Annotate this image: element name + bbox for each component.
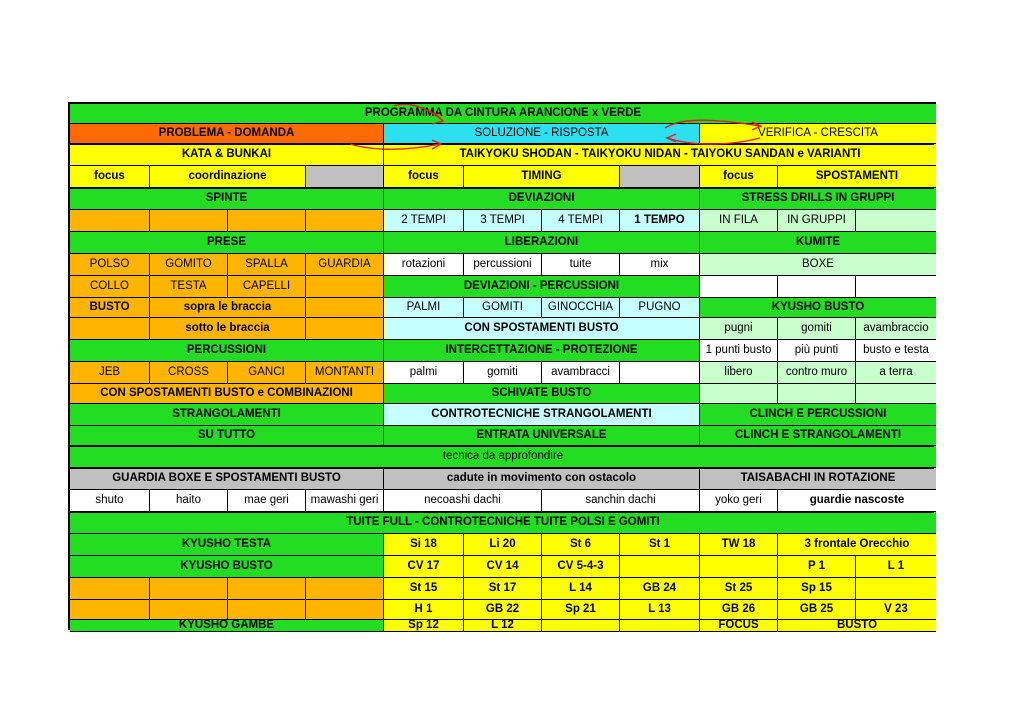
cell-empty <box>70 600 150 620</box>
cell-sanchin-dachi: sanchin dachi <box>542 490 700 512</box>
cell-avambracci: avambracci <box>542 362 620 384</box>
cell-empty <box>306 276 384 298</box>
cell-empty <box>856 210 936 232</box>
cell-empty <box>778 276 856 298</box>
cell-st-6: St 6 <box>542 534 620 556</box>
cell-tuite: tuite <box>542 254 620 276</box>
section-divider <box>70 143 934 145</box>
cell-v-23: V 23 <box>856 600 936 620</box>
cell-st-1: St 1 <box>620 534 700 556</box>
section-schivate-busto: SCHIVATE BUSTO <box>384 384 700 404</box>
cell-haito: haito <box>150 490 228 512</box>
cell-sotto-braccia: sotto le braccia <box>150 318 306 340</box>
cell-jeb: JEB <box>70 362 150 384</box>
cell-focus: focus <box>70 166 150 188</box>
cell-gomiti: GOMITI <box>464 298 542 318</box>
section-divider <box>70 187 934 189</box>
cell-guardie-nascoste: guardie nascoste <box>778 490 936 512</box>
cell-coordinazione: coordinazione <box>150 166 306 188</box>
cell-st-25: St 25 <box>700 578 778 600</box>
cell-collo: COLLO <box>70 276 150 298</box>
cell-spalla: SPALLA <box>228 254 306 276</box>
cell-empty <box>620 166 700 188</box>
section-deviazioni-percussioni: DEVIAZIONI - PERCUSSIONI <box>384 276 700 298</box>
section-stress-drills: STRESS DRILLS IN GRUPPI <box>700 188 936 210</box>
section-tecnica-approfondire: tecnica da approfondire <box>70 446 936 468</box>
cell-empty <box>70 318 150 340</box>
cell-empty <box>306 578 384 600</box>
cell-empty <box>856 578 936 600</box>
cell-gb-22: GB 22 <box>464 600 542 620</box>
cell-a-terra: a terra <box>856 362 936 384</box>
cell-empty <box>306 600 384 620</box>
cell-empty <box>856 276 936 298</box>
cell-si-18: Si 18 <box>384 534 464 556</box>
cell-empty <box>306 298 384 318</box>
cell-in-fila: IN FILA <box>700 210 778 232</box>
cell-li-20: Li 20 <box>464 534 542 556</box>
cell-busto-testa: busto e testa <box>856 340 936 362</box>
cell-empty <box>150 210 228 232</box>
cell-empty <box>306 210 384 232</box>
cell-testa: TESTA <box>150 276 228 298</box>
section-strangolamenti: STRANGOLAMENTI <box>70 404 384 426</box>
cell-empty <box>620 362 700 384</box>
cell-empty <box>778 384 856 404</box>
cell-cv-17: CV 17 <box>384 556 464 578</box>
cell-empty <box>306 166 384 188</box>
cell-gb-25: GB 25 <box>778 600 856 620</box>
section-kyusho-gambe: KYUSHO GAMBE <box>70 620 384 632</box>
section-tuite-full: TUITE FULL - CONTROTECNICHE TUITE POLSI E GOMITI <box>70 512 936 534</box>
cell-boxe: BOXE <box>700 254 936 276</box>
cell-h-1: H 1 <box>384 600 464 620</box>
cell-1-tempo: 1 TEMPO <box>620 210 700 232</box>
cell-empty <box>306 318 384 340</box>
cell-l-1: L 1 <box>856 556 936 578</box>
cell-ganci: GANCI <box>228 362 306 384</box>
cell-empty <box>228 210 306 232</box>
section-entrata-universale: ENTRATA UNIVERSALE <box>384 426 700 446</box>
section-clinch-percussioni: CLINCH E PERCUSSIONI <box>700 404 936 426</box>
cell-gomiti: gomiti <box>464 362 542 384</box>
cell-st-15: St 15 <box>384 578 464 600</box>
section-deviazioni: DEVIAZIONI <box>384 188 700 210</box>
cell-combinazioni: CON SPOSTAMENTI BUSTO e COMBINAZIONI <box>70 384 384 404</box>
cell-sopra-braccia: sopra le braccia <box>150 298 306 318</box>
program-table <box>68 102 936 630</box>
cell-busto: BUSTO <box>70 298 150 318</box>
cell-empty <box>620 556 700 578</box>
section-percussioni: PERCUSSIONI <box>70 340 384 362</box>
cell-empty <box>150 600 228 620</box>
cell-palmi: palmi <box>384 362 464 384</box>
cell-pugno: PUGNO <box>620 298 700 318</box>
cell-piu-punti: più punti <box>778 340 856 362</box>
cell-empty <box>620 620 700 632</box>
cell-percussioni: percussioni <box>464 254 542 276</box>
cell-in-gruppi: IN GRUPPI <box>778 210 856 232</box>
section-prese: PRESE <box>70 232 384 254</box>
cell-cross: CROSS <box>150 362 228 384</box>
cell-cv-14: CV 14 <box>464 556 542 578</box>
cell-focus: focus <box>700 166 778 188</box>
cell-empty <box>542 620 620 632</box>
cell-gb-26: GB 26 <box>700 600 778 620</box>
cell-avambraccio: avambraccio <box>856 318 936 340</box>
cell-empty <box>700 276 778 298</box>
section-taikyoku: TAIKYOKU SHODAN - TAIKYOKU NIDAN - TAIYOKU SANDAN e VARIANTI <box>384 144 936 166</box>
section-taisabachi: TAISABACHI IN ROTAZIONE <box>700 468 936 490</box>
cell-focus-final: FOCUS <box>700 620 778 632</box>
section-kumite: KUMITE <box>700 232 936 254</box>
cell-empty <box>228 600 306 620</box>
cell-tw-18: TW 18 <box>700 534 778 556</box>
cell-palmi: PALMI <box>384 298 464 318</box>
section-divider <box>70 467 934 469</box>
cell-libero: libero <box>700 362 778 384</box>
cell-polso: POLSO <box>70 254 150 276</box>
cell-yoko-geri: yoko geri <box>700 490 778 512</box>
cell-empty <box>70 578 150 600</box>
section-kyusho-busto: KYUSHO BUSTO <box>70 556 384 578</box>
header-verifica: VERIFICA - CRESCITA <box>700 124 936 144</box>
cell-2-tempi: 2 TEMPI <box>384 210 464 232</box>
cell-sp-21: Sp 21 <box>542 600 620 620</box>
cell-guardia: GUARDIA <box>306 254 384 276</box>
cell-spostamenti: SPOSTAMENTI <box>778 166 936 188</box>
cell-empty <box>700 556 778 578</box>
cell-empty <box>700 384 778 404</box>
cell-sp-12: Sp 12 <box>384 620 464 632</box>
cell-p-1: P 1 <box>778 556 856 578</box>
cell-ginocchia: GINOCCHIA <box>542 298 620 318</box>
cell-empty <box>70 210 150 232</box>
cell-empty <box>228 578 306 600</box>
cell-gomiti: gomiti <box>778 318 856 340</box>
section-kyusho-busto: KYUSHO BUSTO <box>700 298 936 318</box>
cell-timing: TIMING <box>464 166 620 188</box>
header-soluzione: SOLUZIONE - RISPOSTA <box>384 124 700 144</box>
cell-cv-5-4-3: CV 5-4-3 <box>542 556 620 578</box>
section-divider <box>70 445 934 447</box>
cell-capelli: CAPELLI <box>228 276 306 298</box>
cell-l-12: L 12 <box>464 620 542 632</box>
section-intercettazione: INTERCETTAZIONE - PROTEZIONE <box>384 340 700 362</box>
section-guardia-boxe: GUARDIA BOXE E SPOSTAMENTI BUSTO <box>70 468 384 490</box>
table-title: PROGRAMMA DA CINTURA ARANCIONE x VERDE <box>70 104 936 124</box>
cell-frontale-orecchio: 3 frontale Orecchio <box>778 534 936 556</box>
cell-st-17: St 17 <box>464 578 542 600</box>
cell-montanti: MONTANTI <box>306 362 384 384</box>
section-divider <box>70 511 934 513</box>
header-problema: PROBLEMA - DOMANDA <box>70 124 384 144</box>
cell-mawashi-geri: mawashi geri <box>306 490 384 512</box>
section-kata-bunkai: KATA & BUNKAI <box>70 144 384 166</box>
cell-controtecniche-strangolamenti: CONTROTECNICHE STRANGOLAMENTI <box>384 404 700 426</box>
cell-focus: focus <box>384 166 464 188</box>
cell-con-spostamenti-busto: CON SPOSTAMENTI BUSTO <box>384 318 700 340</box>
cell-contro-muro: contro muro <box>778 362 856 384</box>
section-kyusho-testa: KYUSHO TESTA <box>70 534 384 556</box>
section-cadute: cadute in movimento con ostacolo <box>384 468 700 490</box>
cell-mix: mix <box>620 254 700 276</box>
section-clinch-strangolamenti: CLINCH E STRANGOLAMENTI <box>700 426 936 446</box>
cell-necoashi-dachi: necoashi dachi <box>384 490 542 512</box>
cell-l-13: L 13 <box>620 600 700 620</box>
section-spinte: SPINTE <box>70 188 384 210</box>
cell-1-punti-busto: 1 punti busto <box>700 340 778 362</box>
cell-busto-final: BUSTO <box>778 620 936 632</box>
cell-empty <box>856 384 936 404</box>
cell-3-tempi: 3 TEMPI <box>464 210 542 232</box>
cell-sp-15: Sp 15 <box>778 578 856 600</box>
cell-gomito: GOMITO <box>150 254 228 276</box>
cell-pugni: pugni <box>700 318 778 340</box>
cell-l-14: L 14 <box>542 578 620 600</box>
cell-gb-24: GB 24 <box>620 578 700 600</box>
cell-rotazioni: rotazioni <box>384 254 464 276</box>
cell-shuto: shuto <box>70 490 150 512</box>
cell-mae-geri: mae geri <box>228 490 306 512</box>
section-liberazioni: LIBERAZIONI <box>384 232 700 254</box>
cell-empty <box>150 578 228 600</box>
cell-4-tempi: 4 TEMPI <box>542 210 620 232</box>
section-su-tutto: SU TUTTO <box>70 426 384 446</box>
